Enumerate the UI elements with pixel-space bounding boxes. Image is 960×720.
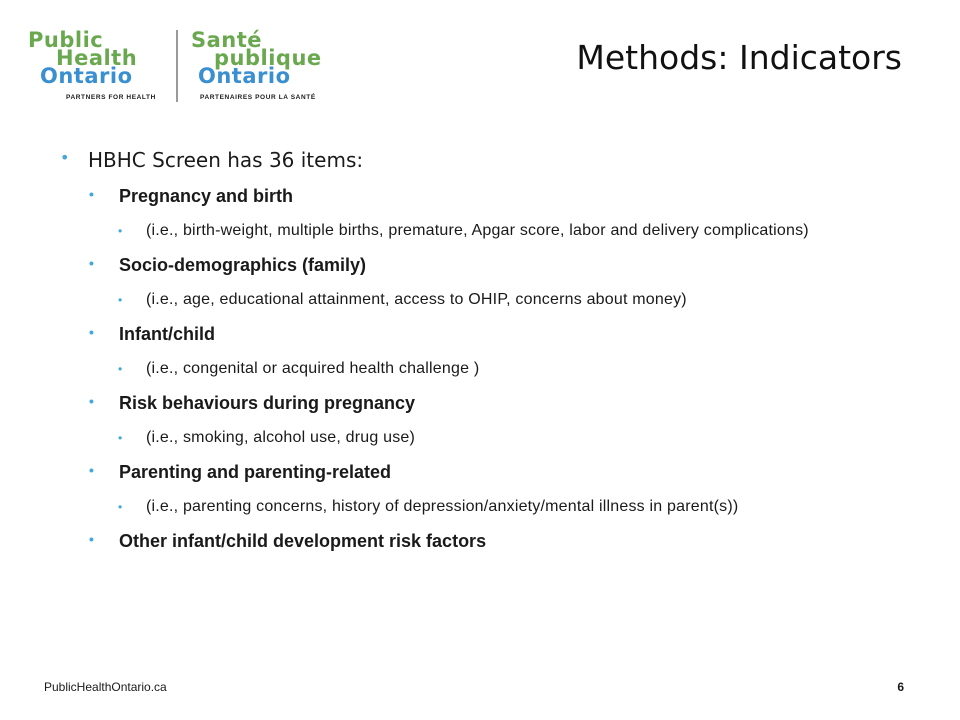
logo-fr-line1: Santé [191, 28, 263, 52]
category-item [58, 393, 908, 414]
bullet-icon: • [118, 431, 123, 445]
category-detail-text: (i.e., birth-weight, multiple births, premature, Apgar score, labor and delivery complications) [146, 222, 809, 239]
category-item [58, 255, 908, 276]
category-detail-text: (i.e., parenting concerns, history of depression/anxiety/mental illness in parent(s)) [146, 498, 739, 515]
category-detail [58, 288, 908, 312]
category-label: Risk behaviours during pregnancy [119, 393, 416, 413]
logo-fr-line3: Ontario [198, 64, 291, 88]
bullet-icon: • [89, 393, 94, 409]
category-label: Socio-demographics (family) [119, 255, 367, 275]
category-detail-text: (i.e., congenital or acquired health challenge ) [146, 360, 480, 377]
category-item [58, 531, 908, 552]
bullet-icon: • [89, 531, 94, 547]
bullet-icon: • [118, 362, 123, 376]
logo-fr-line2: publique [214, 46, 322, 70]
intro-text: HBHC Screen has 36 items: [88, 148, 364, 172]
logo-en-tagline: PARTNERS FOR HEALTH [66, 94, 156, 101]
category-label: Other infant/child development risk factors [119, 531, 487, 551]
bullet-icon: • [89, 255, 94, 271]
logo-en-line3: Ontario [40, 64, 133, 88]
bullet-icon: • [89, 186, 94, 202]
logo-fr-tagline: PARTENAIRES POUR LA SANTÉ [200, 94, 316, 101]
intro-item [58, 148, 908, 172]
page-number: 6 [897, 680, 904, 694]
category-detail [58, 495, 908, 519]
category-detail-text: (i.e., smoking, alcohol use, drug use) [146, 429, 416, 446]
footer-website: PublicHealthOntario.ca [44, 680, 167, 694]
slide-title: Methods: Indicators [576, 38, 902, 77]
category-label: Parenting and parenting-related [119, 462, 392, 482]
bullet-icon: • [60, 148, 70, 167]
logo-en-line1: Public [28, 28, 104, 52]
category-detail [58, 357, 908, 381]
category-item [58, 324, 908, 345]
bullet-icon: • [118, 224, 123, 238]
slide-content [58, 148, 908, 564]
category-label: Infant/child [119, 324, 215, 344]
category-detail [58, 426, 908, 450]
category-item [58, 186, 908, 207]
bullet-icon: • [89, 324, 94, 340]
logo-divider [176, 30, 178, 102]
public-health-ontario-logo [28, 24, 348, 106]
bullet-icon: • [118, 293, 123, 307]
category-detail-text: (i.e., age, educational attainment, access to OHIP, concerns about money) [146, 291, 687, 308]
logo-en-line2: Health [56, 46, 138, 70]
category-detail [58, 219, 908, 243]
bullet-icon: • [89, 462, 94, 478]
category-label: Pregnancy and birth [119, 186, 294, 206]
category-item [58, 462, 908, 483]
bullet-icon: • [118, 500, 123, 514]
